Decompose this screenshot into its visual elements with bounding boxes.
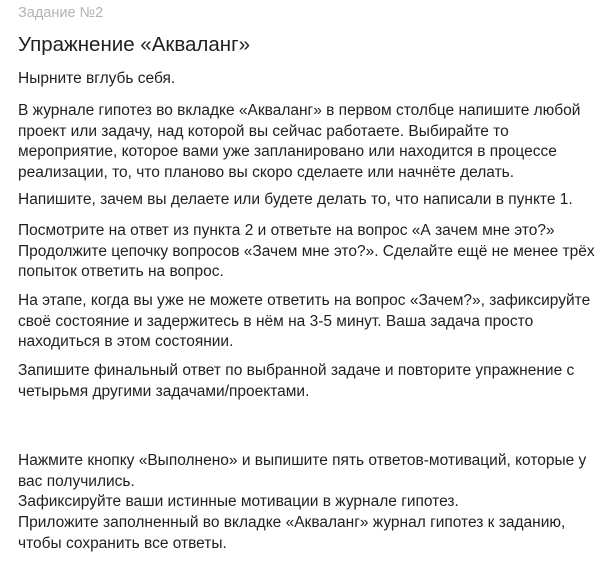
text-line: Нажмите кнопку «Выполнено» и выпишите пять ответов-мотиваций, которые у — [18, 452, 587, 469]
text-line: Продолжите цепочку вопросов «Зачем мне это?». Сделайте ещё не менее трёх — [18, 242, 595, 260]
text-line: Зафиксируйте ваши истинные мотивации в журнале гипотез. — [18, 493, 459, 511]
text-line: вас получились. — [18, 472, 135, 490]
text-line: В журнале гипотез во вкладке «Акваланг» в первом столбце напишите любой — [18, 102, 581, 119]
paragraph-1 — [18, 69, 598, 90]
text-line: Напишите, зачем вы делаете или будете делать то, что написали в пункте 1. — [18, 191, 573, 208]
text-line: Запишите финальный ответ по выбранной задаче и повторите упражнение с — [18, 362, 575, 379]
text-line: Нырните вглубь себя. — [18, 70, 176, 87]
paragraph-7 — [18, 451, 598, 555]
paragraph-2 — [18, 101, 598, 184]
paragraph-5 — [18, 291, 598, 353]
paragraph-3 — [18, 190, 598, 211]
text-line: Посмотрите на ответ из пункта 2 и ответьте на вопрос «А зачем мне это?» — [18, 222, 555, 239]
text-line: попыток ответить на вопрос. — [18, 263, 224, 281]
text-line: своё состояние и задержитесь в нём на 3-5 минут. Ваша задача просто — [18, 312, 534, 330]
text-line: мероприятие, которое вами уже запланировано или находится в процессе — [18, 143, 557, 161]
text-line: На этапе, когда вы уже не можете ответить на вопрос «Зачем?», зафиксируйте — [18, 292, 591, 309]
text-line: четырьмя другими задачами/проектами. — [18, 382, 310, 400]
task-number-label: Задание №2 — [18, 5, 104, 21]
exercise-title: Упражнение «Акваланг» — [18, 33, 250, 56]
paragraph-6 — [18, 361, 598, 402]
text-line: реализации, то, что планово вы скоро сделаете или начнёте делать. — [18, 164, 515, 182]
text-line: чтобы сохранить все ответы. — [18, 534, 227, 552]
text-line: находиться в этом состоянии. — [18, 333, 234, 351]
paragraph-4 — [18, 221, 598, 283]
text-line: Приложите заполненный во вкладке «Акваланг» журнал гипотез к заданию, — [18, 514, 566, 532]
text-line: проект или задачу, над которой вы сейчас работаете. Выбирайте то — [18, 122, 509, 140]
